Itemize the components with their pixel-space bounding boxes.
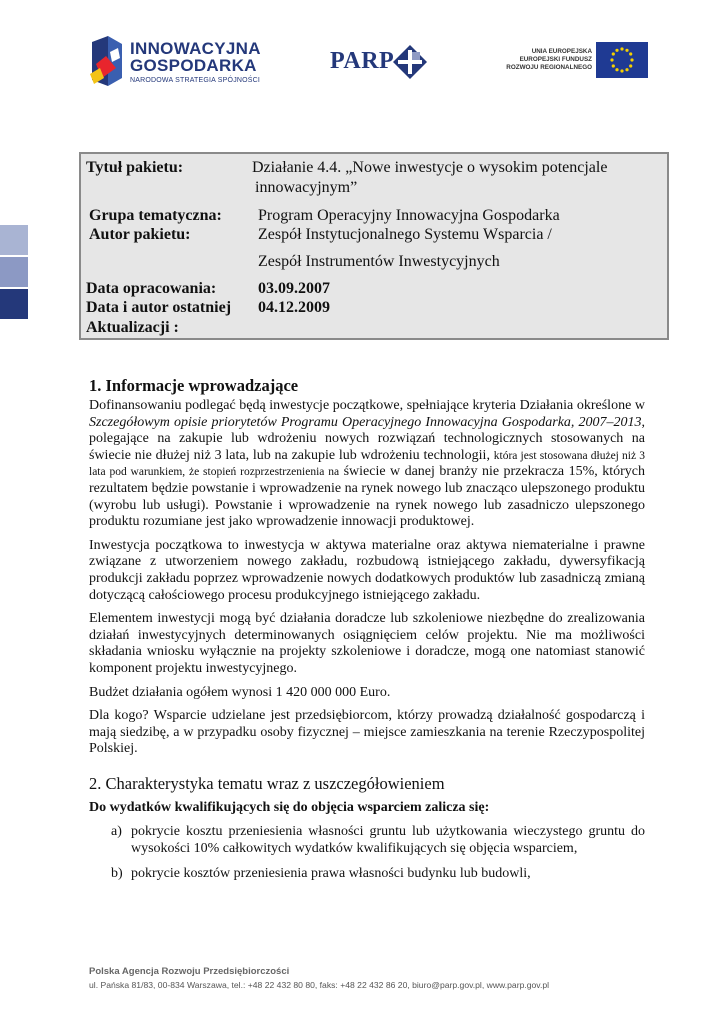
section1-heading: 1. Informacje wprowadzające [89,376,299,395]
eu-fund-logo [500,42,650,82]
section1-paragraph2: Inwestycja początkowa to inwestycja w aktywa materialne oraz aktywa niematerialne i prawne związane z utworzeniem nowego zakładu, rozbudową istniejącego zakładu, dywersyfikacją produkcji zakładu poprzez wprowadzenie nowych dodatkowych produktów lub zasadniczą zmianą dotyczącą całościowego procesu produkcyjnego istniejącego zakładu. [89,537,645,603]
list-item-text: pokrycie kosztów przeniesienia prawa własności budynku lub budowli, [131,865,531,881]
side-tab-medium [0,257,28,287]
section2-heading: 2. Charakterystyka tematu wraz z uszczegółowieniem [89,773,445,793]
eu-logo-line2: EUROPEJSKI FUNDUSZ [519,56,592,63]
innowacyjna-gospodarka-logo [88,34,268,90]
p1-italic-title: Szczegółowym opisie priorytetów Programu Operacyjnego Innowacyjna Gospodarka, 2007–2013 [89,414,642,430]
list-item-text: pokrycie kosztu przeniesienia własności gruntu lub użytkowania wieczystego gruntu do wysokości 10% całkowitych wydatków kwalifikujących się objęcia wsparciem, [131,824,645,857]
list-item [89,866,645,883]
ig-logo-line2: GOSPODARKA [130,56,257,75]
eu-logo-line3: ROZWOJU REGIONALNEGO [506,64,592,71]
list-marker: b) [111,865,123,881]
section1-paragraph1 [89,398,645,531]
title-value-line2: innowacyjnym” [255,179,358,196]
section2-lead: Do wydatków kwalifikujących się do objęcia wsparciem zalicza się: [89,799,490,815]
p1-part-c: świecie w danej branży nie przekracza 15%, których rezultatem będzie powstanie i wprowadzenie na rynek nowego lub znacząco ulepszonego produktu (wyrobu lub usługi). Powstanie i wprowadzenie na rynek nowego lub zasadniczo ulepszonego produktu rozumiane jest jako wprowadzenie innowacji produktowej. [89,464,645,530]
side-tab-dark [0,289,28,319]
group-label: Grupa tematyczna: [89,207,222,224]
parp-emblem-icon [392,44,428,80]
date-label: Data opracowania: [86,280,217,297]
eligible-costs-list [89,824,645,882]
ig-emblem-icon [88,34,126,88]
document-body [89,376,645,890]
footer-org: Polska Agencja Rozwoju Przedsiębiorczości [89,966,290,977]
page-footer [89,966,549,990]
p1-small-text: która jest stosowana dłużej niż 3 lata pod warunkiem, że stopień rozprzestrzenienia na [89,449,646,479]
package-info-box [79,152,669,340]
update-label-line1: Data i autor ostatniej [86,299,232,316]
p1-part-a: Dofinansowaniu podlegać będą inwestycje początkowe, spełniające kryteria Działania określone w [89,398,645,413]
author-value-line2: Zespół Instrumentów Inwestycyjnych [258,253,500,270]
list-item [89,824,645,857]
eu-flag-icon [596,42,648,78]
author-label: Autor pakietu: [89,226,191,243]
parp-logo-text: PARP [330,48,395,74]
ig-logo-line3: NARODOWA STRATEGIA SPÓJNOŚCI [130,77,261,84]
ig-logo-line1: INNOWACYJNA [130,39,261,58]
p1-part-b: , polegające na zakupie lub wdrożeniu nowych rozwiązań technologicznych stosowanych na świecie nie dłużej niż 3 lata, lub na zakupie lub wdrożeniu technologii, [89,414,645,463]
section1-paragraph3: Elementem inwestycji mogą być działania doradcze lub szkoleniowe niezbędne do zrealizowania działań inwestycyjnych determinowanych osiągnięciem celów projektu. Nie ma możliwości składania wniosku wyłącznie na projekty szkoleniowe i doradcze, mogą one natomiast stanowić komponent projektu inwestycyjnego. [89,611,645,676]
parp-logo [330,44,430,80]
section1-paragraph4: Budżet działania ogółem wynosi 1 420 000 000 Euro. [89,684,391,700]
title-label: Tytuł pakietu: [86,159,184,176]
footer-address: ul. Pańska 81/83, 00-834 Warszawa, tel.: +48 22 432 80 80, faks: +48 22 432 86 20, biuro@parp.gov.pl, www.parp.gov.pl [89,980,550,990]
eu-logo-line1: UNIA EUROPEJSKA [531,48,592,55]
update-label-line2: Aktualizacji : [86,319,179,336]
author-value-line1: Zespół Instytucjonalnego Systemu Wsparcia / [258,226,552,243]
update-value: 04.12.2009 [258,299,330,316]
title-value-line1: Działanie 4.4. „Nowe inwestycje o wysokim potencjale [252,159,608,176]
side-tab-light [0,225,28,255]
group-value: Program Operacyjny Innowacyjna Gospodarka [258,207,560,224]
section1-paragraph5: Dla kogo? Wsparcie udzielane jest przedsiębiorcom, którzy prowadzą działalność gospodarczą i mają siedzibę, a w przypadku osoby fizycznej – miejsce zamieszkania na terenie Rzeczypospolitej Polskiej. [89,708,645,757]
list-marker: a) [111,824,122,840]
date-value: 03.09.2007 [258,280,330,297]
